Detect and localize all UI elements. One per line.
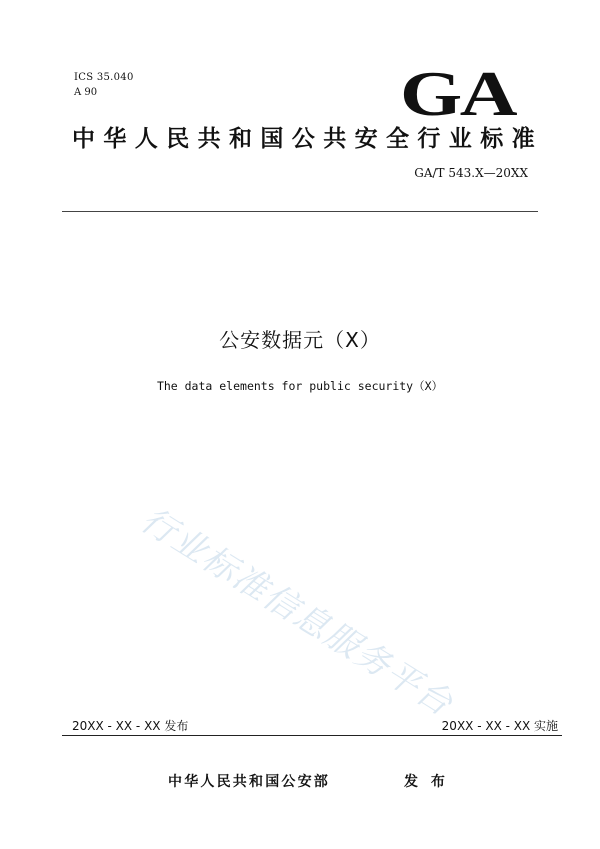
document-title-chinese: 公安数据元（X） bbox=[219, 328, 381, 352]
date-divider bbox=[62, 735, 562, 736]
standard-number: GA/T 543.X—20XX bbox=[414, 166, 528, 180]
header-divider bbox=[62, 211, 538, 212]
document-title-english: The data elements for public security（X） bbox=[156, 379, 444, 393]
ccs-code: A 90 bbox=[74, 87, 98, 98]
issuing-authority: 中华人民共和国公安部 bbox=[168, 774, 330, 790]
ics-code: ICS 35.040 bbox=[74, 72, 134, 83]
watermark: 行业标准信息服务平台 bbox=[133, 500, 461, 725]
ga-logo: GA bbox=[400, 58, 515, 129]
issue-label: 发 布 bbox=[404, 774, 449, 790]
standard-type: 中华人民共和国公共安全行业标准 bbox=[72, 126, 543, 152]
publish-date: 20XX - XX - XX 发布 bbox=[72, 719, 189, 733]
implementation-date: 20XX - XX - XX 实施 bbox=[441, 719, 558, 733]
